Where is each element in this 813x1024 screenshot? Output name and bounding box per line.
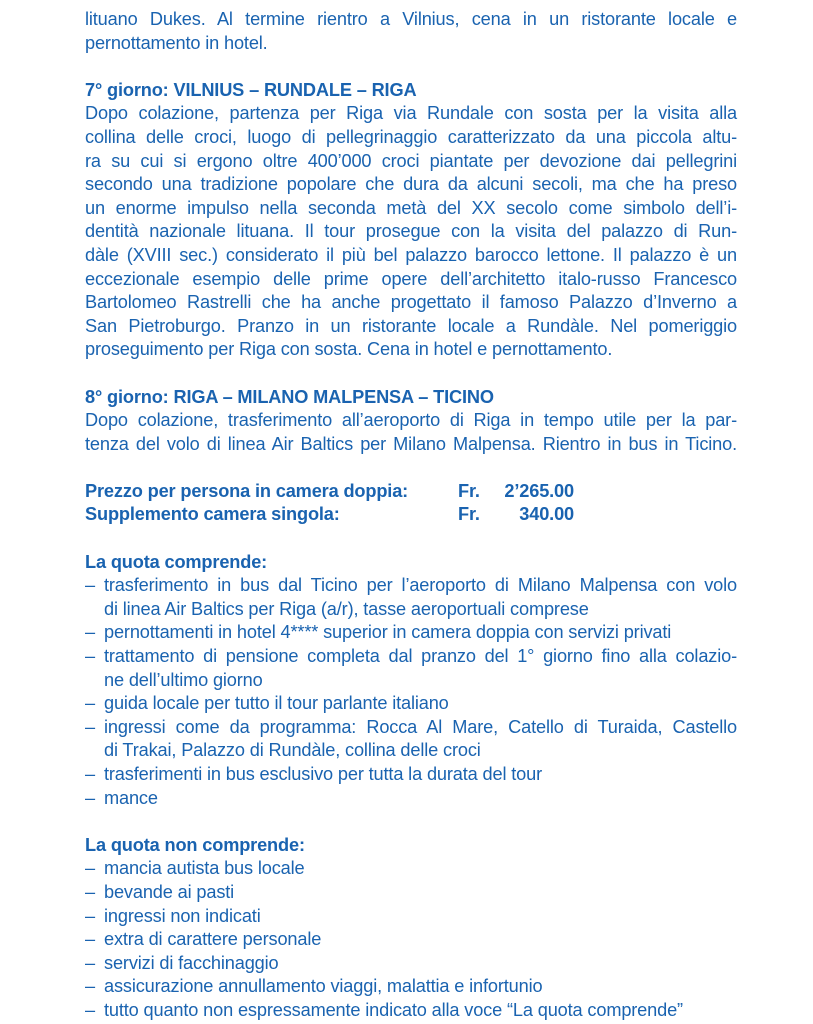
- price-currency: Fr.: [458, 504, 480, 525]
- day8-section: [85, 386, 737, 457]
- excluded-heading: La quota non comprende:: [85, 834, 305, 855]
- dash-bullet: –: [85, 905, 95, 926]
- day7-line: secondo una tradizione popolare che dura da alcuni secoli, ma che ha preso: [85, 174, 737, 195]
- intro-line: pernottamento in hotel.: [85, 32, 268, 53]
- day8-heading: 8° giorno: RIGA – MILANO MALPENSA – TICINO: [85, 386, 494, 407]
- spacer: [85, 55, 737, 79]
- included-section: [85, 551, 737, 811]
- included-heading: La quota comprende:: [85, 551, 268, 572]
- day7-line: eccezionale esempio delle prime opere dell’architetto italo-russo Francesco: [85, 268, 737, 289]
- list-item: [85, 716, 737, 763]
- list-item: [85, 857, 737, 881]
- list-item-line: ne dell’ultimo giorno: [104, 669, 263, 690]
- list-item-line: ingressi non indicati: [104, 905, 261, 926]
- dash-bullet: –: [85, 999, 95, 1020]
- dash-bullet: –: [85, 693, 95, 714]
- document-page: [85, 8, 737, 1023]
- price-label: Prezzo per persona in camera doppia:: [85, 480, 409, 501]
- dash-bullet: –: [85, 575, 95, 596]
- list-item-line: mance: [104, 787, 158, 808]
- price-amount: 2’265.00: [504, 480, 574, 501]
- list-item-line: ingressi come da programma: Rocca Al Mare, Catello di Turaida, Castello: [104, 716, 737, 737]
- list-item: [85, 905, 737, 929]
- intro-line: lituano Dukes. Al termine rientro a Vilnius, cena in un ristorante locale e: [85, 9, 737, 29]
- day8-line: Dopo colazione, trasferimento all’aeroporto di Riga in tempo utile per la par-: [85, 410, 737, 431]
- list-item: [85, 928, 737, 952]
- included-list: [85, 574, 737, 810]
- day7-line: un enorme impulso nella seconda metà del XX secolo come simbolo dell’i-: [85, 197, 737, 218]
- list-item: [85, 645, 737, 692]
- day7-line: ra su cui si ergono oltre 400’000 croci piantate per devozione dai pellegrini: [85, 150, 737, 171]
- day8-line: tenza del volo di linea Air Baltics per Milano Malpensa. Rientro in bus in Ticino.: [85, 433, 737, 454]
- dash-bullet: –: [85, 787, 95, 808]
- excluded-section: [85, 834, 737, 1023]
- list-item-line: trasferimento in bus dal Ticino per l’aeroporto di Milano Malpensa con volo: [104, 575, 737, 596]
- spacer: [85, 810, 737, 834]
- list-item-line: trattamento di pensione completa dal pranzo del 1° giorno fino alla colazio-: [104, 646, 737, 667]
- price-label: Supplemento camera singola:: [85, 504, 340, 525]
- dash-bullet: –: [85, 622, 95, 643]
- day7-line: San Pietroburgo. Pranzo in un ristorante locale a Rundàle. Nel pomeriggio: [85, 315, 737, 336]
- spacer: [85, 527, 737, 551]
- list-item-line: bevande ai pasti: [104, 881, 235, 902]
- list-item: [85, 787, 737, 811]
- list-item: [85, 881, 737, 905]
- day7-line: proseguimento per Riga con sosta. Cena in hotel e pernottamento.: [85, 339, 613, 360]
- list-item: [85, 692, 737, 716]
- day7-heading: 7° giorno: VILNIUS – RUNDALE – RIGA: [85, 79, 417, 100]
- day7-line: dàle (XVIII sec.) considerato il più bel palazzo barocco lettone. Il palazzo è un: [85, 244, 737, 265]
- day7-line: Bartolomeo Rastrelli che ha anche progettato il famoso Palazzo d’Inverno a: [85, 292, 737, 313]
- day7-line: Dopo colazione, partenza per Riga via Rundale con sosta per la visita alla: [85, 103, 737, 124]
- day7-line: dentità nazionale lituana. Il tour prosegue con la visita del palazzo di Run-: [85, 221, 737, 242]
- list-item-line: servizi di facchinaggio: [104, 952, 279, 973]
- price-currency: Fr.: [458, 480, 480, 501]
- list-item: [85, 952, 737, 976]
- day7-line: collina delle croci, luogo di pellegrinaggio caratterizzato da una piccola altu-: [85, 126, 737, 147]
- dash-bullet: –: [85, 858, 95, 879]
- list-item: [85, 975, 737, 999]
- list-item-line: mancia autista bus locale: [104, 858, 305, 879]
- dash-bullet: –: [85, 646, 95, 667]
- dash-bullet: –: [85, 764, 95, 784]
- list-item-line: pernottamenti in hotel 4**** superior in camera doppia con servizi privati: [104, 622, 672, 643]
- list-item-line: di Trakai, Palazzo di Rundàle, collina delle croci: [104, 740, 481, 761]
- dash-bullet: –: [85, 881, 95, 902]
- price-row-single-supplement: [85, 503, 737, 527]
- list-item-line: trasferimenti in bus esclusivo per tutta la durata del tour: [104, 764, 542, 784]
- price-row-double: [85, 480, 737, 504]
- list-item-line: assicurazione annullamento viaggi, malattia e infortunio: [104, 976, 543, 997]
- dash-bullet: –: [85, 952, 95, 973]
- list-item: [85, 574, 737, 621]
- list-item: [85, 999, 737, 1023]
- intro-paragraph: [85, 8, 737, 55]
- list-item-line: guida locale per tutto il tour parlante italiano: [104, 693, 449, 714]
- dash-bullet: –: [85, 716, 95, 737]
- spacer: [85, 456, 737, 480]
- list-item: [85, 763, 737, 787]
- list-item-line: di linea Air Baltics per Riga (a/r), tasse aeroportuali comprese: [104, 598, 589, 619]
- day7-section: [85, 79, 737, 362]
- spacer: [85, 362, 737, 386]
- price-amount: 340.00: [519, 504, 574, 525]
- excluded-list: [85, 857, 737, 1022]
- price-table: [85, 480, 737, 527]
- list-item: [85, 621, 737, 645]
- dash-bullet: –: [85, 976, 95, 997]
- dash-bullet: –: [85, 929, 95, 950]
- list-item-line: tutto quanto non espressamente indicato alla voce “La quota comprende”: [104, 999, 683, 1020]
- list-item-line: extra di carattere personale: [104, 929, 322, 950]
